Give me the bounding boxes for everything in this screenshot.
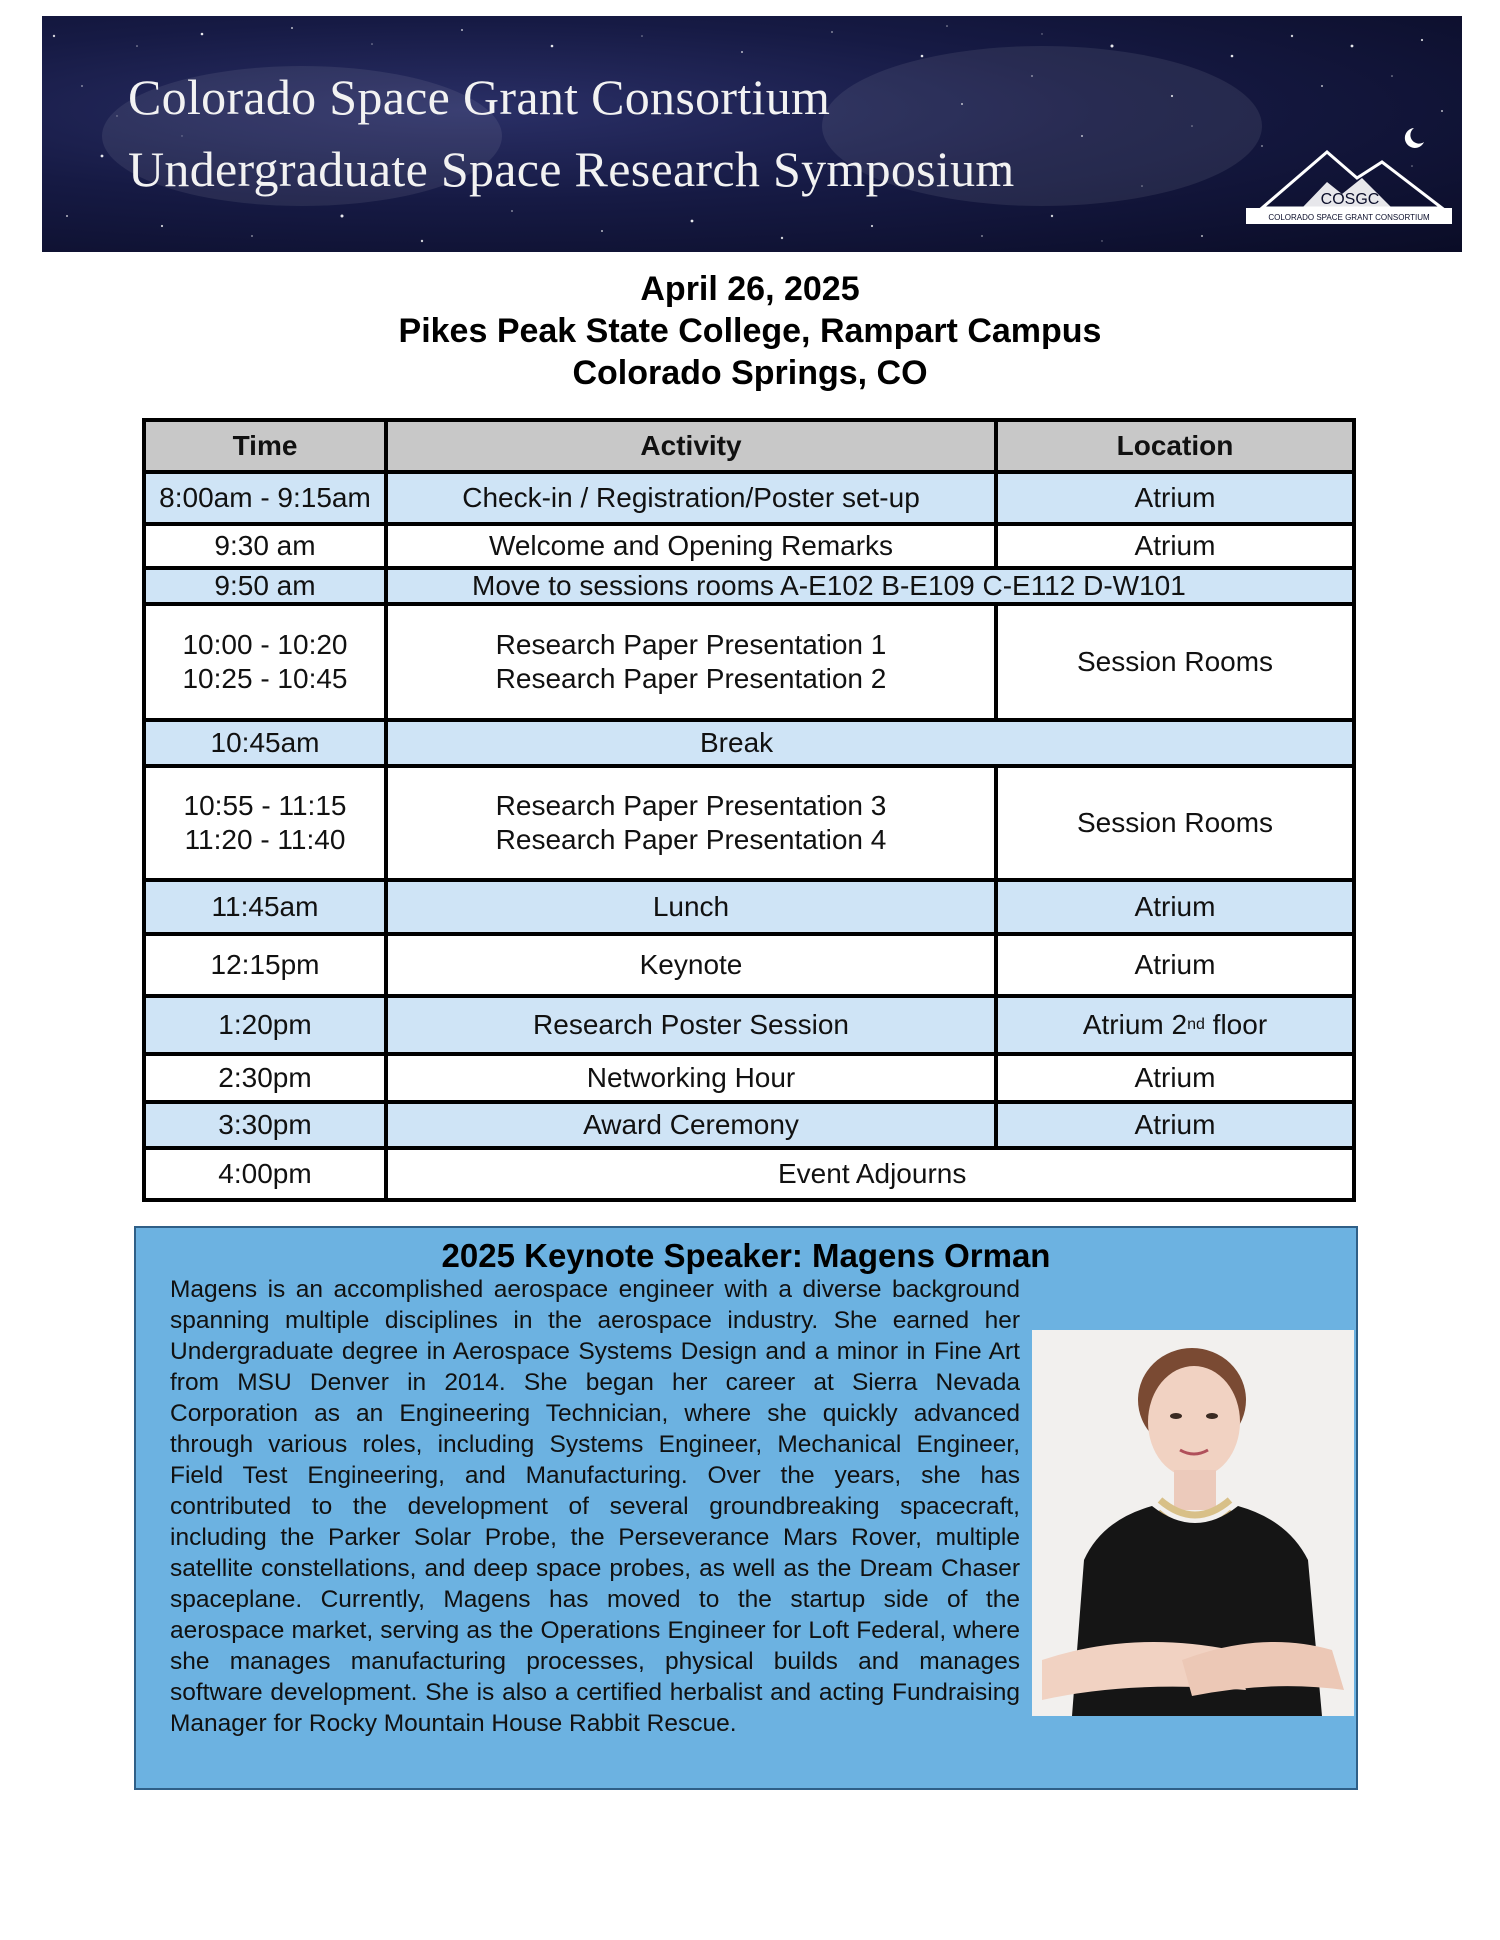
row-time-line2: 10:25 - 10:45	[182, 663, 348, 694]
row-time: 9:50 am	[146, 570, 384, 602]
row-location: Atrium	[998, 1104, 1352, 1146]
row-time-line2: 11:20 - 11:40	[184, 824, 346, 855]
row-location: Session Rooms	[998, 768, 1352, 878]
row-time	[146, 768, 384, 878]
row-time: 1:20pm	[146, 998, 384, 1052]
header-location: Location	[998, 422, 1352, 470]
row-activity: Event Adjourns	[388, 1150, 1352, 1198]
speaker-photo	[1032, 1330, 1354, 1716]
row-time: 3:30pm	[146, 1104, 384, 1146]
row-activity: Award Ceremony	[388, 1104, 994, 1146]
speaker-portrait-illustration	[1032, 1330, 1354, 1716]
row-location: Atrium	[998, 1056, 1352, 1100]
row-activity: Keynote	[388, 936, 994, 994]
header-activity: Activity	[388, 422, 994, 470]
schedule-table	[142, 418, 1356, 1202]
keynote-box	[134, 1226, 1358, 1790]
event-venue: Pikes Peak State College, Rampart Campus	[398, 312, 1102, 350]
row-time: 2:30pm	[146, 1056, 384, 1100]
row-time: 8:00am - 9:15am	[146, 474, 384, 522]
row-activity: Research Poster Session	[388, 998, 994, 1052]
row-location: Atrium	[998, 474, 1352, 522]
header-banner	[42, 16, 1462, 252]
row-activity: Networking Hour	[388, 1056, 994, 1100]
row-time: 9:30 am	[146, 526, 384, 566]
event-date: April 26, 2025	[640, 270, 860, 308]
row-activity: Move to sessions rooms A-E102 B-E109 C-E112 D-W101	[388, 570, 1352, 602]
row-activity	[388, 606, 994, 718]
row-location: Atrium	[998, 936, 1352, 994]
row-time-line1: 10:55 - 11:15	[183, 790, 347, 821]
location-text: Atrium 2	[1082, 1009, 1188, 1040]
banner-title-line2: Undergraduate Space Research Symposium	[128, 141, 1015, 197]
logo-caption: COLORADO SPACE GRANT CONSORTIUM	[1268, 213, 1430, 222]
event-info	[0, 268, 1500, 394]
row-location: Atrium	[998, 526, 1352, 566]
row-activity-line2: Research Paper Presentation 2	[495, 663, 887, 694]
keynote-bio: Magens is an accomplished aerospace engineer with a diverse background spanning multiple disciplines in the aerospace industry. She earned her Undergraduate degree in Aerospace Systems Design and a minor in Fine Art from MSU Denver in 2014. She began her career at Sierra Nevada Corporation as an Engineering Technician, where she quickly advanced through various roles, including Systems Engineer, Mechanical Engineer, Field Test Engineering, and Manufacturing. Over the years, she has contributed to the development of several groundbreaking spacecraft, including the Parker Solar Probe, the Perseverance Mars Rover, multiple satellite constellations, and deep space probes, as well as the Dream Chaser spaceplane. Currently, Magens has moved to the startup side of the aerospace market, serving as the Operations Engineer for Loft Federal, where she manages manufacturing processes, physical builds and manages software development. She is also a certified herbalist and acting Fundraising Manager for Rocky Mountain House Rabbit Rescue.	[170, 1276, 1020, 1737]
row-time-line1: 10:00 - 10:20	[182, 629, 348, 660]
row-activity-line2: Research Paper Presentation 4	[495, 824, 887, 855]
row-activity: Break	[388, 722, 1352, 764]
cosgc-logo	[1232, 116, 1462, 236]
row-activity-line1: Research Paper Presentation 3	[495, 790, 887, 821]
row-activity: Welcome and Opening Remarks	[388, 526, 994, 566]
keynote-title: 2025 Keynote Speaker: Magens Orman	[441, 1237, 1051, 1274]
location-superscript: nd	[1187, 1016, 1205, 1033]
logo-abbrev: COSGC	[1320, 191, 1380, 208]
row-time: 10:45am	[146, 722, 384, 764]
row-time: 11:45am	[146, 882, 384, 932]
row-activity: Lunch	[388, 882, 994, 932]
row-time: 12:15pm	[146, 936, 384, 994]
location-suffix: floor	[1204, 1009, 1268, 1040]
row-activity: Check-in / Registration/Poster set-up	[388, 474, 994, 522]
row-activity	[388, 768, 994, 878]
event-city: Colorado Springs, CO	[572, 354, 928, 392]
row-location: Atrium	[998, 882, 1352, 932]
banner-title-line1: Colorado Space Grant Consortium	[128, 69, 831, 125]
row-location	[998, 998, 1352, 1052]
row-time	[146, 606, 384, 718]
header-time: Time	[146, 422, 384, 470]
row-time: 4:00pm	[146, 1150, 384, 1198]
row-location: Session Rooms	[998, 606, 1352, 718]
row-activity-line1: Research Paper Presentation 1	[495, 629, 887, 660]
